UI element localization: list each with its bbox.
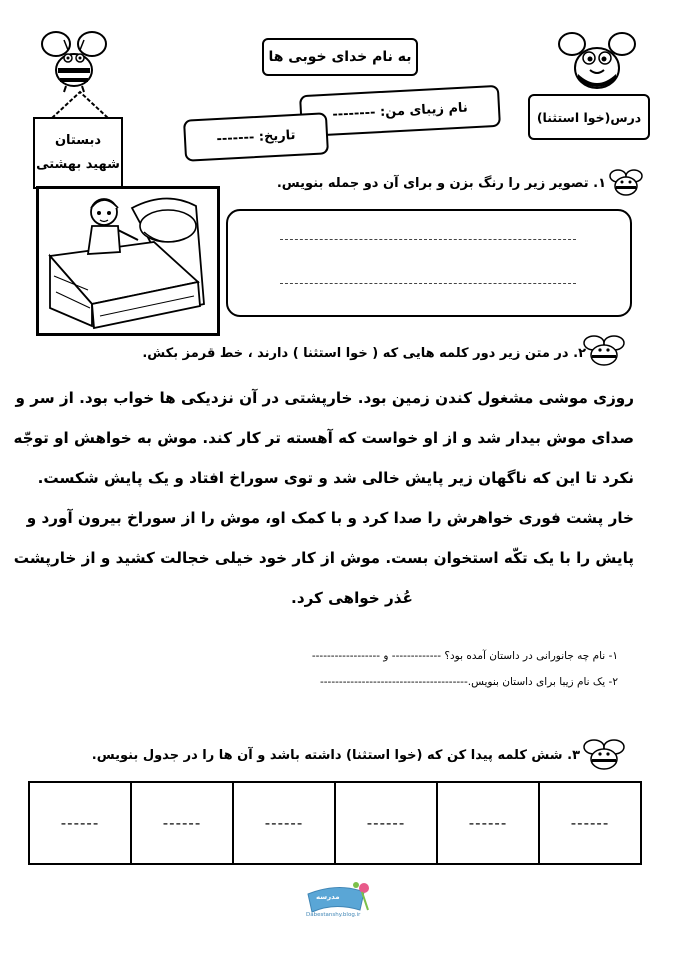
small-bee-icon	[582, 738, 626, 770]
story-line: صدای موش بیدار شد و از او خواست که آهسته تر کار کند. موش به خواهش او توجّه	[13, 429, 634, 447]
school-sign	[33, 117, 123, 189]
small-bee-icon	[608, 168, 644, 196]
bee-icon-top-left	[36, 28, 112, 94]
page-title: به نام خدای خوبی ها	[262, 38, 418, 76]
logo-text: مدرسه	[316, 893, 340, 901]
question-2-text: ۲. در متن زیر دور کلمه هایی که ( خوا استثنا ) دارند ، خط قرمز بکش.	[142, 346, 586, 361]
sub-question-2: ۲- یک نام زیبا برای داستان بنویس.---------------------------------------	[319, 676, 618, 688]
school-name-line2: شهید بهشتی	[36, 157, 120, 172]
sub-question-1: ۱- نام چه جانورانی در داستان آمده بود؟ ------------- و ------------------	[311, 650, 618, 662]
word-table	[28, 781, 642, 865]
word-cell[interactable]: ------	[539, 782, 641, 864]
word-cell[interactable]: ------	[29, 782, 131, 864]
answer-box-q1[interactable]	[226, 209, 632, 317]
question-3-text: ۳. شش کلمه پیدا کن که (خوا استثنا) داشته باشد و آن ها را در جدول بنویس.	[91, 748, 580, 763]
chain-icon	[42, 90, 118, 120]
coloring-picture	[36, 186, 220, 336]
site-logo	[302, 880, 376, 922]
story-line: خار پشت فوری خواهرش را صدا کرد و با کمک او، موش را از سوراخ بیرون آورد و	[26, 509, 634, 527]
school-name-line1: دبستان	[54, 133, 102, 148]
story-line: نکرد تا این که ناگهان زیر پایش خالی شد و توی سوراخ افتاد و یک پایش شکست.	[37, 469, 634, 487]
logo-url: Dabestanshy.blog.ir	[306, 912, 361, 918]
word-cell[interactable]: ------	[233, 782, 335, 864]
story-line: عُذر خواهی کرد.	[291, 589, 413, 607]
story-line: روزی موشی مشغول کندن زمین بود. خارپشتی در آن نزدیکی ها خواب بود. از سر و	[15, 389, 634, 407]
word-cell[interactable]: ------	[335, 782, 437, 864]
word-cell[interactable]: ------	[437, 782, 539, 864]
date-field[interactable]: تاریخ: -------	[183, 112, 329, 161]
bee-icon-top-right	[556, 30, 638, 94]
name-field[interactable]: نام زیبای من: --------	[299, 85, 501, 137]
question-1-text: ۱. تصویر زیر را رنگ بزن و برای آن دو جمله بنویس.	[276, 176, 606, 191]
story-text	[13, 378, 634, 618]
lesson-label: درس(خوا استثنا)	[528, 94, 650, 140]
small-bee-icon	[582, 334, 626, 366]
story-line: پایش را با یک تکّه استخوان بست. موش از کار خود خیلی خجالت کشید و از خارپشت	[13, 549, 634, 567]
word-cell[interactable]: ------	[131, 782, 233, 864]
